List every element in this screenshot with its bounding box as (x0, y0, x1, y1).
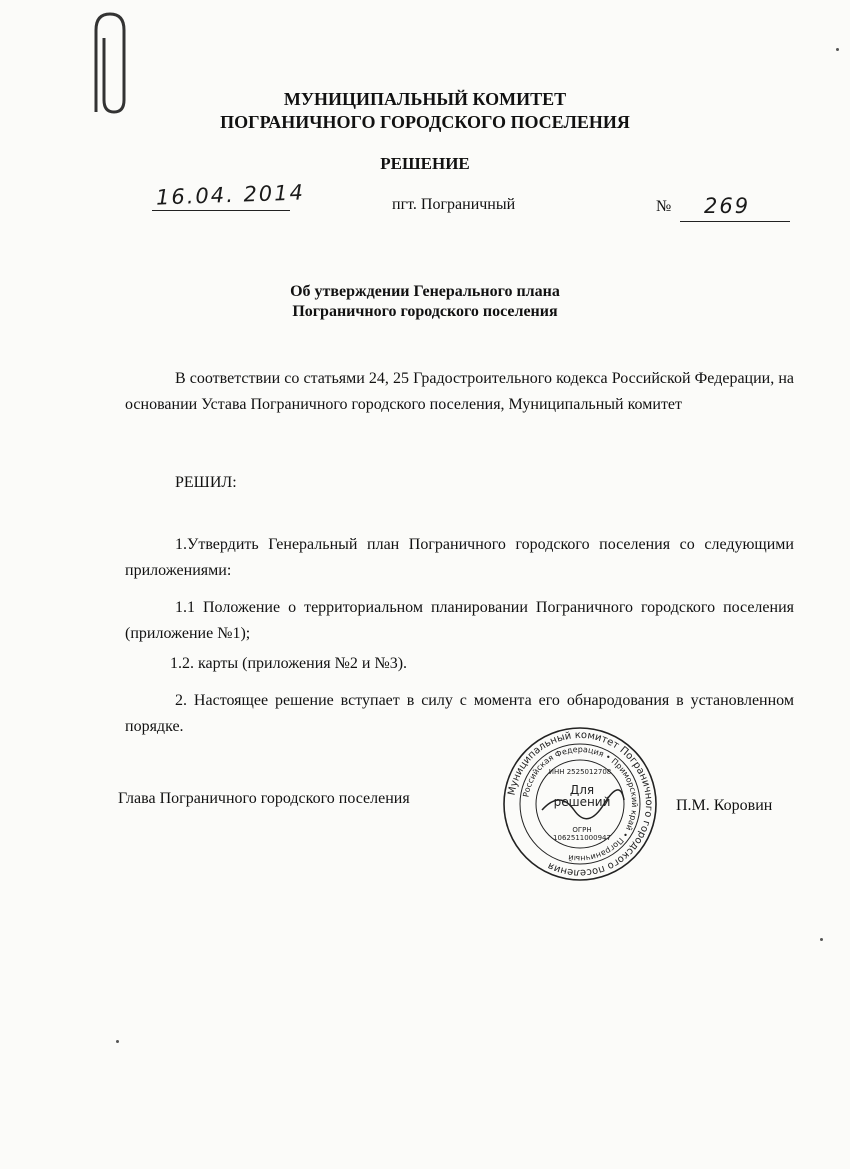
number-underline (680, 221, 790, 222)
handwritten-number: 269 (704, 194, 751, 218)
item-2-paragraph: 2. Настоящее решение вступает в силу с момента его обнародования в установленном порядке. (125, 692, 794, 735)
org-line-1: МУНИЦИПАЛЬНЫЙ КОМИТЕТ (283, 89, 567, 109)
document-title (0, 282, 850, 322)
seal-center-text: Для решений (553, 783, 611, 809)
handwritten-date: 16.04. 2014 (155, 180, 306, 210)
scan-speck (820, 938, 823, 941)
seal-ogrn-label: ОГРН (572, 826, 592, 834)
item-1-2-paragraph: 1.2. карты (приложения №2 и №3). (170, 655, 408, 672)
number-sign: № (656, 198, 672, 215)
seal-ogrn (550, 826, 614, 842)
organization-header (0, 88, 850, 134)
preamble-paragraph: В соответствии со статьями 24, 25 Градостроительного кодекса Российской Федерации, на основании Устава Пограничного городского поселения, Муниципальный комитет (125, 370, 794, 413)
title-line-1: Об утверждении Генерального плана (290, 283, 560, 300)
document-type: РЕШЕНИЕ (380, 154, 470, 173)
signatory-position: Глава Пограничного городского поселения (118, 790, 410, 807)
seal-outer-text: Муниципальный комитет Пограничного городского поселения (506, 729, 655, 879)
scan-speck (836, 48, 839, 51)
signatory-name: П.М. Коровин (676, 797, 773, 814)
seal-ogrn-number: 1062511000947 (553, 834, 611, 842)
item-1-paragraph: 1.Утвердить Генеральный план Пограничного городского поселения со следующими приложениями: (125, 536, 794, 579)
title-line-2: Пограничного городского поселения (292, 303, 558, 320)
resolved-heading: РЕШИЛ: (175, 474, 237, 491)
seal-inn: ИНН 2525012708 (548, 768, 612, 776)
date-underline (152, 210, 290, 211)
seal-inner-text: Российская Федерация • Приморский край • Пограничный (521, 744, 640, 864)
scan-speck (116, 1040, 119, 1043)
org-line-2: ПОГРАНИЧНОГО ГОРОДСКОГО ПОСЕЛЕНИЯ (220, 112, 630, 132)
item-1-1-paragraph: 1.1 Положение о территориальном планировании Пограничного городского поселения (приложение №1); (125, 599, 794, 642)
place-of-issue: пгт. Пограничный (392, 196, 516, 213)
